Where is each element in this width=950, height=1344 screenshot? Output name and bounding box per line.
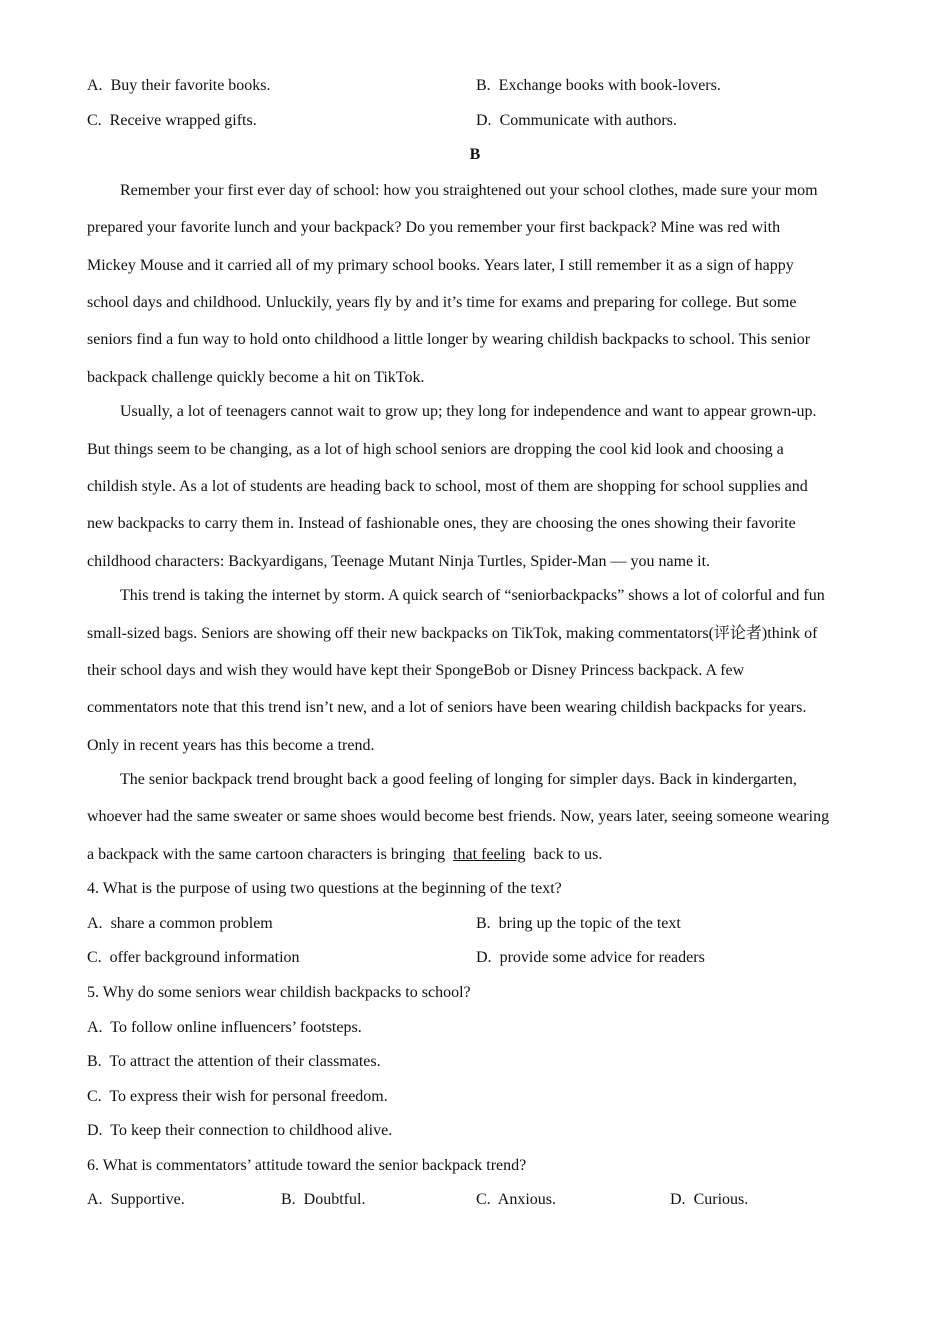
option-letter: B. bbox=[476, 77, 491, 94]
section-heading: B bbox=[469, 146, 481, 163]
option-text: bring up the topic of the text bbox=[498, 915, 681, 932]
option-text: provide some advice for readers bbox=[499, 949, 705, 966]
prev-option-a bbox=[87, 76, 271, 96]
option-text: Doubtful. bbox=[303, 1191, 366, 1208]
option-letter: B. bbox=[87, 1053, 102, 1070]
option-letter: D. bbox=[476, 949, 492, 966]
question-stem: 4. What is the purpose of using two questions at the beginning of the text? bbox=[87, 880, 562, 897]
option-text: Communicate with authors. bbox=[499, 112, 677, 129]
passage-line: small-sized bags. Seniors are showing off their new backpacks on TikTok, making commentators(评论者)think of bbox=[87, 625, 818, 642]
prev-option-b bbox=[476, 76, 721, 96]
q4-option-b[interactable] bbox=[476, 914, 681, 934]
passage-line: new backpacks to carry them in. Instead of fashionable ones, they are choosing the ones showing their favorite bbox=[87, 515, 796, 532]
option-letter: C. bbox=[87, 949, 102, 966]
option-letter: C. bbox=[87, 1088, 102, 1105]
underlined-phrase: that feeling bbox=[453, 846, 526, 863]
passage-text: back to us. bbox=[533, 846, 603, 863]
option-text: Curious. bbox=[693, 1191, 749, 1208]
option-letter: A. bbox=[87, 77, 103, 94]
q4-option-d[interactable] bbox=[476, 948, 705, 968]
passage-line: childhood characters: Backyardigans, Teenage Mutant Ninja Turtles, Spider-Man — you name it. bbox=[87, 553, 711, 570]
option-text: Exchange books with book-lovers. bbox=[498, 77, 721, 94]
passage-line: But things seem to be changing, as a lot of high school seniors are dropping the cool kid look and choosing a bbox=[87, 441, 784, 458]
passage-line: commentators note that this trend isn’t new, and a lot of seniors have been wearing childish backpacks for years. bbox=[87, 699, 807, 716]
passage-line: This trend is taking the internet by storm. A quick search of “seniorbackpacks” shows a lot of colorful and fun bbox=[120, 587, 825, 604]
option-letter: A. bbox=[87, 1019, 103, 1036]
passage-line: their school days and wish they would have kept their SpongeBob or Disney Princess backpack. A few bbox=[87, 662, 745, 679]
option-letter: B. bbox=[476, 915, 491, 932]
q6-option-c[interactable] bbox=[476, 1190, 556, 1210]
passage-line: Mickey Mouse and it carried all of my primary school books. Years later, I still remember it as a sign of happy bbox=[87, 257, 794, 274]
passage-line: Remember your first ever day of school: how you straightened out your school clothes, made sure your mom bbox=[120, 182, 818, 199]
prev-option-c bbox=[87, 111, 257, 131]
passage-line: Usually, a lot of teenagers cannot wait to grow up; they long for independence and want to appear grown-up. bbox=[120, 403, 817, 420]
option-letter: D. bbox=[87, 1122, 103, 1139]
option-letter: D. bbox=[670, 1191, 686, 1208]
q5-option-c[interactable] bbox=[87, 1087, 388, 1107]
option-letter: C. bbox=[87, 112, 102, 129]
q6-option-a[interactable] bbox=[87, 1190, 185, 1210]
q4-option-c[interactable] bbox=[87, 948, 300, 968]
option-text: To keep their connection to childhood alive. bbox=[110, 1122, 393, 1139]
option-text: share a common problem bbox=[110, 915, 273, 932]
question-stem: 6. What is commentators’ attitude toward the senior backpack trend? bbox=[87, 1157, 527, 1174]
option-text: Anxious. bbox=[497, 1191, 557, 1208]
option-text: Buy their favorite books. bbox=[110, 77, 271, 94]
passage-line: school days and childhood. Unluckily, years fly by and it’s time for exams and preparing for college. But some bbox=[87, 294, 797, 311]
passage-line: whoever had the same sweater or same shoes would become best friends. Now, years later, seeing someone wearing bbox=[87, 808, 830, 825]
passage-last-line bbox=[87, 845, 602, 865]
passage-line: Only in recent years has this become a trend. bbox=[87, 737, 375, 754]
prev-option-d bbox=[476, 111, 677, 131]
q5-option-a[interactable] bbox=[87, 1018, 362, 1038]
option-letter: D. bbox=[476, 112, 492, 129]
passage-line: prepared your favorite lunch and your backpack? Do you remember your first backpack? Mine was red with bbox=[87, 219, 781, 236]
option-text: offer background information bbox=[109, 949, 300, 966]
q5-option-b[interactable] bbox=[87, 1052, 381, 1072]
option-letter: A. bbox=[87, 915, 103, 932]
q6-option-d[interactable] bbox=[670, 1190, 748, 1210]
option-text: To express their wish for personal freedom. bbox=[109, 1088, 388, 1105]
q5-option-d[interactable] bbox=[87, 1121, 392, 1141]
option-letter: B. bbox=[281, 1191, 296, 1208]
option-text: To follow online influencers’ footsteps. bbox=[110, 1019, 362, 1036]
option-letter: A. bbox=[87, 1191, 103, 1208]
passage-line: backpack challenge quickly become a hit on TikTok. bbox=[87, 369, 425, 386]
passage-text: a backpack with the same cartoon characters is bringing bbox=[87, 846, 446, 863]
q4-option-a[interactable] bbox=[87, 914, 273, 934]
option-text: To attract the attention of their classmates. bbox=[109, 1053, 381, 1070]
option-letter: C. bbox=[476, 1191, 491, 1208]
passage-line: seniors find a fun way to hold onto childhood a little longer by wearing childish backpacks to school. This senior bbox=[87, 331, 811, 348]
question-stem: 5. Why do some seniors wear childish backpacks to school? bbox=[87, 984, 471, 1001]
passage-line: childish style. As a lot of students are heading back to school, most of them are shopping for school supplies and bbox=[87, 478, 808, 495]
passage-line: The senior backpack trend brought back a good feeling of longing for simpler days. Back in kindergarten, bbox=[120, 771, 797, 788]
option-text: Receive wrapped gifts. bbox=[109, 112, 257, 129]
q6-option-b[interactable] bbox=[281, 1190, 365, 1210]
option-text: Supportive. bbox=[110, 1191, 185, 1208]
